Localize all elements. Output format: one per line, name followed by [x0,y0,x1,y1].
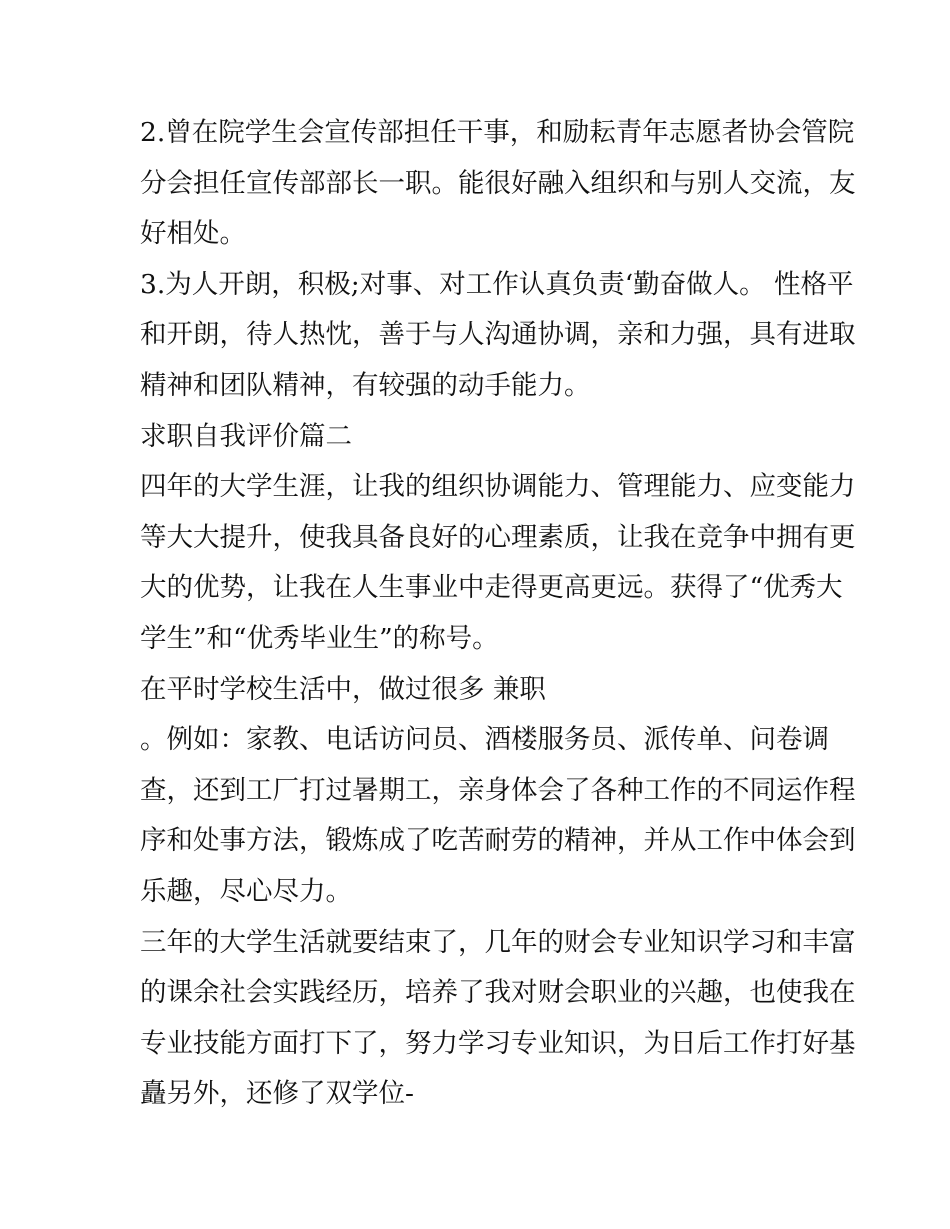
text-line: 分会担任宣传部部长一职。能很好融入组织和与别人交流，友 [140,167,856,199]
text-line: 3.为人开朗，积极;对事、对工作认真负责‘勤奋做人。 性格平 [140,268,854,300]
text-line: 等大大提升，使我具备良好的心理素质，让我在竞争中拥有更 [140,521,856,553]
text-line: 乐趣，尽心尽力。 [140,875,352,907]
text-line: 查，还到工厂打过暑期工，亲身体会了各种工作的不同运作程 [140,774,856,806]
section-heading: 求职自我评价篇二 [140,420,352,452]
document-body [140,108,856,1120]
text-line: 三年的大学生活就要结束了，几年的财会专业知识学习和丰富 [140,926,856,958]
text-line: 专业技能方面打下了，努力学习专业知识，为日后工作打好基 [140,1027,856,1059]
text-line: 的课余社会实践经历，培养了我对财会职业的兴趣，也使我在 [140,977,856,1009]
text-line: 。例如：家教、电话访问员、酒楼服务员、派传单、问卷调 [140,724,829,756]
text-line: 在平时学校生活中，做过很多 兼职 [140,673,546,705]
text-line: 和开朗，待人热忱，善于与人沟通协调，亲和力强，具有进取 [140,319,856,351]
text-line: 序和处事方法，锻炼成了吃苦耐劳的精神，并从工作中体会到 [140,825,856,857]
text-line: 矗另外，还修了双学位- [140,1078,414,1110]
text-line: 2.曾在院学生会宣传部担任干事，和励耘青年志愿者协会管院 [140,117,855,148]
text-line: 好相处。 [140,218,246,250]
text-line: 大的优势，让我在人生事业中走得更高更远。获得了“优秀大 [140,572,843,604]
text-line: 精神和团队精神，有较强的动手能力。 [140,369,591,401]
text-line: 学生”和“优秀毕业生”的称号。 [140,622,499,654]
text-line: 四年的大学生涯，让我的组织协调能力、管理能力、应变能力 [140,471,856,503]
